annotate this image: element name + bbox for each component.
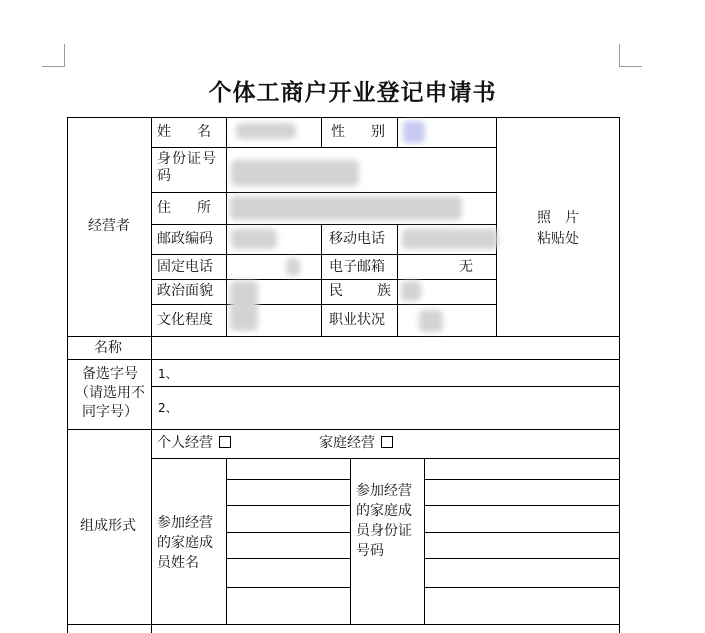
redacted-occupation — [419, 310, 443, 332]
alternate-name-2: 2、 — [158, 401, 178, 415]
individual-operation-option[interactable] — [157, 435, 231, 452]
family-checkbox[interactable] — [381, 436, 393, 448]
family-operation-label: 家庭经营 — [319, 435, 375, 451]
family-member-names-label: 参加经营的家庭成员姓名 — [157, 515, 213, 571]
family-operation-option[interactable] — [319, 435, 393, 452]
mobile-phone-label: 移动电话 — [329, 231, 385, 247]
address-label: 住 所 — [157, 200, 217, 216]
redacted-ethnicity — [401, 281, 421, 301]
photo-paste-area: 照 片 粘贴处 — [537, 210, 579, 247]
occupation-label: 职业状况 — [329, 312, 385, 328]
redacted-address — [230, 196, 462, 220]
family-member-ids-label: 参加经营的家庭成员身份证号码 — [356, 483, 412, 559]
education-label: 文化程度 — [157, 312, 213, 328]
redacted-name — [236, 123, 296, 139]
political-status-label: 政治面貌 — [157, 283, 213, 299]
redacted-landline — [286, 258, 300, 276]
business-name-label: 名称 — [94, 340, 122, 356]
postal-code-label: 邮政编码 — [157, 231, 213, 247]
redacted-id-number — [231, 160, 359, 186]
gender-label: 性 别 — [331, 124, 391, 140]
redacted-gender — [403, 121, 425, 143]
redacted-postal-code — [231, 229, 277, 249]
alternate-name-label: 备选字号（请选用不同字号） — [75, 366, 145, 420]
email-label: 电子邮箱 — [329, 259, 385, 275]
alternate-name-1: 1、 — [158, 367, 178, 381]
redacted-political-status — [230, 281, 258, 331]
individual-checkbox[interactable] — [219, 436, 231, 448]
name-label: 姓 名 — [157, 124, 217, 140]
composition-label: 组成形式 — [80, 518, 136, 534]
individual-operation-label: 个人经营 — [157, 435, 213, 451]
operator-section-label: 经营者 — [88, 218, 130, 234]
id-number-label: 身份证号码 — [157, 151, 217, 184]
landline-label: 固定电话 — [157, 259, 213, 275]
ethnicity-label: 民 族 — [329, 283, 393, 299]
email-value: 无 — [459, 259, 473, 275]
redacted-mobile — [402, 229, 498, 249]
document-title: 个体工商户开业登记申请书 — [208, 79, 497, 106]
